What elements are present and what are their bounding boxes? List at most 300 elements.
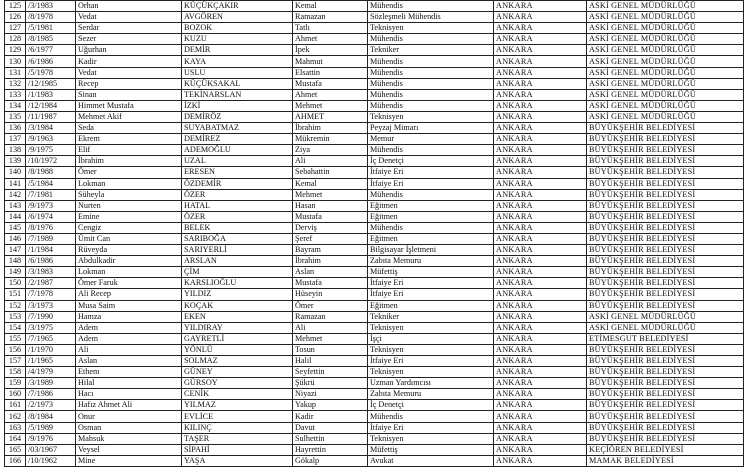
last-name-cell: ARSLAN (182, 256, 293, 267)
institution-cell: BÜYÜKŞEHİR BELEDİYESİ (587, 278, 744, 289)
table-row (5, 422, 744, 433)
last-name-cell: UZAL (182, 156, 293, 167)
table-row (5, 256, 744, 267)
job-title-cell: Teknisyen (368, 344, 494, 355)
table-row (5, 267, 744, 278)
job-title-cell: Mühendis (368, 78, 494, 89)
father-name-cell: Şükrü (293, 378, 368, 389)
city-cell: ANKARA (494, 356, 587, 367)
table-row (5, 111, 744, 122)
first-name-cell: Sinan (76, 89, 182, 100)
first-name-cell: İbrahim (76, 156, 182, 167)
job-title-cell: Mühendis (368, 189, 494, 200)
city-cell: ANKARA (494, 389, 587, 400)
institution-cell: ASKİ GENEL MÜDÜRLÜĞÜ (587, 12, 744, 23)
city-cell: ANKARA (494, 267, 587, 278)
city-cell: ANKARA (494, 400, 587, 411)
first-name-cell: Uğurhan (76, 45, 182, 56)
job-title-cell: Mühendis (368, 222, 494, 233)
institution-cell: ASKİ GENEL MÜDÜRLÜĞÜ (587, 78, 744, 89)
birth-date-cell: /10/1972 (26, 156, 76, 167)
father-name-cell: İbrahim (293, 256, 368, 267)
job-title-cell: Eğitmen (368, 233, 494, 244)
institution-cell: BÜYÜKŞEHİR BELEDİYESİ (587, 433, 744, 444)
first-name-cell: Ömer (76, 167, 182, 178)
row-number-cell: 130 (5, 56, 26, 67)
table-row (5, 433, 744, 444)
row-number-cell: 125 (5, 1, 26, 12)
table-row (5, 78, 744, 89)
birth-date-cell: /8/1985 (26, 34, 76, 45)
father-name-cell: Ahmet (293, 89, 368, 100)
row-number-cell: 127 (5, 23, 26, 34)
institution-cell: BÜYÜKŞEHİR BELEDİYESİ (587, 356, 744, 367)
job-title-cell: Memur (368, 134, 494, 145)
father-name-cell: Bayram (293, 245, 368, 256)
row-number-cell: 158 (5, 367, 26, 378)
table-row (5, 367, 744, 378)
institution-cell: BÜYÜKŞEHİR BELEDİYESİ (587, 211, 744, 222)
row-number-cell: 135 (5, 111, 26, 122)
table-row (5, 34, 744, 45)
table-row (5, 389, 744, 400)
last-name-cell: USLU (182, 67, 293, 78)
birth-date-cell: /6/1986 (26, 56, 76, 67)
job-title-cell: İtfaiye Eri (368, 178, 494, 189)
father-name-cell: Ömer (293, 300, 368, 311)
city-cell: ANKARA (494, 411, 587, 422)
institution-cell: BÜYÜKŞEHİR BELEDİYESİ (587, 189, 744, 200)
last-name-cell: SUYABATMAZ (182, 123, 293, 134)
last-name-cell: BELEK (182, 222, 293, 233)
job-title-cell: Peyzaj Mimarı (368, 123, 494, 134)
father-name-cell: Kemal (293, 1, 368, 12)
table-row (5, 311, 744, 322)
birth-date-cell: /3/1983 (26, 1, 76, 12)
city-cell: ANKARA (494, 433, 587, 444)
table-row (5, 67, 744, 78)
table-row (5, 411, 744, 422)
father-name-cell: Mehmet (293, 189, 368, 200)
father-name-cell: Gökalp (293, 455, 368, 466)
last-name-cell: YÖNLÜ (182, 344, 293, 355)
last-name-cell: İZKİ (182, 100, 293, 111)
row-number-cell: 141 (5, 178, 26, 189)
city-cell: ANKARA (494, 167, 587, 178)
city-cell: ANKARA (494, 233, 587, 244)
father-name-cell: AHMET (293, 111, 368, 122)
first-name-cell: Onur (76, 411, 182, 422)
job-title-cell: Mühendis (368, 67, 494, 78)
city-cell: ANKARA (494, 278, 587, 289)
last-name-cell: KILINÇ (182, 422, 293, 433)
row-number-cell: 162 (5, 411, 26, 422)
job-title-cell: Bilgisayar İşletmeni (368, 245, 494, 256)
birth-date-cell: /03/1967 (26, 444, 76, 455)
first-name-cell: Mine (76, 455, 182, 466)
birth-date-cell: /8/1976 (26, 222, 76, 233)
father-name-cell: Davut (293, 422, 368, 433)
row-number-cell: 134 (5, 100, 26, 111)
row-number-cell: 146 (5, 233, 26, 244)
row-number-cell: 159 (5, 378, 26, 389)
job-title-cell: Teknisyen (368, 367, 494, 378)
table-row (5, 378, 744, 389)
row-number-cell: 138 (5, 145, 26, 156)
birth-date-cell: /1/1970 (26, 344, 76, 355)
job-title-cell: İtfaiye Eri (368, 278, 494, 289)
first-name-cell: Nurten (76, 200, 182, 211)
birth-date-cell: /1/1984 (26, 245, 76, 256)
row-number-cell: 161 (5, 400, 26, 411)
job-title-cell: İtfaiye Eri (368, 289, 494, 300)
last-name-cell: ÖZER (182, 211, 293, 222)
last-name-cell: ERESEN (182, 167, 293, 178)
last-name-cell: EKEN (182, 311, 293, 322)
father-name-cell: Sebahattin (293, 167, 368, 178)
father-name-cell: Mustafa (293, 78, 368, 89)
institution-cell: BÜYÜKŞEHİR BELEDİYESİ (587, 178, 744, 189)
row-number-cell: 152 (5, 300, 26, 311)
table-body (5, 1, 744, 467)
first-name-cell: Hamza (76, 311, 182, 322)
birth-date-cell: /6/1977 (26, 45, 76, 56)
father-name-cell: Şeref (293, 233, 368, 244)
city-cell: ANKARA (494, 12, 587, 23)
table-row (5, 156, 744, 167)
row-number-cell: 163 (5, 422, 26, 433)
institution-cell: ASKİ GENEL MÜDÜRLÜĞÜ (587, 100, 744, 111)
table-row (5, 300, 744, 311)
row-number-cell: 151 (5, 289, 26, 300)
institution-cell: BÜYÜKŞEHİR BELEDİYESİ (587, 422, 744, 433)
institution-cell: BÜYÜKŞEHİR BELEDİYESİ (587, 289, 744, 300)
birth-date-cell: /1/1983 (26, 89, 76, 100)
institution-cell: BÜYÜKŞEHİR BELEDİYESİ (587, 245, 744, 256)
father-name-cell: İbrahim (293, 123, 368, 134)
first-name-cell: Lokman (76, 267, 182, 278)
row-number-cell: 145 (5, 222, 26, 233)
first-name-cell: Kadir (76, 56, 182, 67)
row-number-cell: 148 (5, 256, 26, 267)
city-cell: ANKARA (494, 100, 587, 111)
city-cell: ANKARA (494, 111, 587, 122)
city-cell: ANKARA (494, 222, 587, 233)
row-number-cell: 132 (5, 78, 26, 89)
institution-cell: ASKİ GENEL MÜDÜRLÜĞÜ (587, 45, 744, 56)
job-title-cell: Mühendis (368, 34, 494, 45)
city-cell: ANKARA (494, 89, 587, 100)
birth-date-cell: /7/1981 (26, 189, 76, 200)
table-row (5, 100, 744, 111)
city-cell: ANKARA (494, 256, 587, 267)
birth-date-cell: /1/1965 (26, 356, 76, 367)
row-number-cell: 154 (5, 322, 26, 333)
institution-cell: ASKİ GENEL MÜDÜRLÜĞÜ (587, 67, 744, 78)
job-title-cell: İtfaiye Eri (368, 422, 494, 433)
institution-cell: BÜYÜKŞEHİR BELEDİYESİ (587, 367, 744, 378)
job-title-cell: Mühendis (368, 100, 494, 111)
last-name-cell: EVLİCE (182, 411, 293, 422)
first-name-cell: Cengiz (76, 222, 182, 233)
father-name-cell: Yakup (293, 400, 368, 411)
table-row (5, 211, 744, 222)
father-name-cell: Hasan (293, 200, 368, 211)
father-name-cell: Mehmet (293, 333, 368, 344)
job-title-cell: Teknisyen (368, 433, 494, 444)
last-name-cell: TEKİNARSLAN (182, 89, 293, 100)
last-name-cell: DEMİREZ (182, 134, 293, 145)
institution-cell: BÜYÜKŞEHİR BELEDİYESİ (587, 222, 744, 233)
job-title-cell: İç Denetçi (368, 400, 494, 411)
row-number-cell: 166 (5, 455, 26, 466)
row-number-cell: 137 (5, 134, 26, 145)
father-name-cell: Kemal (293, 178, 368, 189)
table-row (5, 1, 744, 12)
job-title-cell: İç Denetçi (368, 156, 494, 167)
city-cell: ANKARA (494, 367, 587, 378)
table-row (5, 134, 744, 145)
institution-cell: BÜYÜKŞEHİR BELEDİYESİ (587, 300, 744, 311)
first-name-cell: Sezer (76, 34, 182, 45)
city-cell: ANKARA (494, 145, 587, 156)
institution-cell: ASKİ GENEL MÜDÜRLÜĞÜ (587, 311, 744, 322)
birth-date-cell: /3/1975 (26, 322, 76, 333)
last-name-cell: ÇİM (182, 267, 293, 278)
birth-date-cell: /12/1984 (26, 100, 76, 111)
father-name-cell: Mustafa (293, 278, 368, 289)
city-cell: ANKARA (494, 67, 587, 78)
row-number-cell: 128 (5, 34, 26, 45)
birth-date-cell: /2/1987 (26, 278, 76, 289)
last-name-cell: ÖZER (182, 189, 293, 200)
father-name-cell: Kadir (293, 411, 368, 422)
city-cell: ANKARA (494, 56, 587, 67)
last-name-cell: KAYA (182, 56, 293, 67)
last-name-cell: GÜRSOY (182, 378, 293, 389)
father-name-cell: Elsattin (293, 67, 368, 78)
birth-date-cell: /7/1989 (26, 233, 76, 244)
birth-date-cell: /7/1978 (26, 289, 76, 300)
job-title-cell: Müfettiş (368, 267, 494, 278)
father-name-cell: Ali (293, 322, 368, 333)
birth-date-cell: /3/1984 (26, 123, 76, 134)
job-title-cell: Mühendis (368, 89, 494, 100)
birth-date-cell: /8/1984 (26, 411, 76, 422)
city-cell: ANKARA (494, 78, 587, 89)
first-name-cell: Hilal (76, 378, 182, 389)
institution-cell: BÜYÜKŞEHİR BELEDİYESİ (587, 200, 744, 211)
first-name-cell: Recep (76, 78, 182, 89)
father-name-cell: Halil (293, 356, 368, 367)
table-row (5, 333, 744, 344)
first-name-cell: Musa Saim (76, 300, 182, 311)
job-title-cell: Eğitmen (368, 300, 494, 311)
job-title-cell: Teknisyen (368, 322, 494, 333)
table-row (5, 178, 744, 189)
table-row (5, 444, 744, 455)
table-row (5, 89, 744, 100)
city-cell: ANKARA (494, 300, 587, 311)
last-name-cell: ADEMOĞLU (182, 145, 293, 156)
last-name-cell: GÜNEY (182, 367, 293, 378)
birth-date-cell: /3/1983 (26, 267, 76, 278)
row-number-cell: 156 (5, 344, 26, 355)
table-row (5, 12, 744, 23)
first-name-cell: Emine (76, 211, 182, 222)
row-number-cell: 139 (5, 156, 26, 167)
first-name-cell: Lokman (76, 178, 182, 189)
birth-date-cell: /8/1988 (26, 167, 76, 178)
last-name-cell: KOÇAK (182, 300, 293, 311)
last-name-cell: SARIYERLİ (182, 245, 293, 256)
job-title-cell: İtfaiye Eri (368, 167, 494, 178)
father-name-cell: Ali (293, 156, 368, 167)
last-name-cell: GAYRETLİ (182, 333, 293, 344)
last-name-cell: DEMİR (182, 45, 293, 56)
city-cell: ANKARA (494, 333, 587, 344)
row-number-cell: 160 (5, 389, 26, 400)
last-name-cell: DEMİRÖZ (182, 111, 293, 122)
table-row (5, 400, 744, 411)
last-name-cell: KÜÇÜKSAKAL (182, 78, 293, 89)
father-name-cell: Mükremin (293, 134, 368, 145)
job-title-cell: Tekniker (368, 311, 494, 322)
table-row (5, 278, 744, 289)
first-name-cell: Abdulkadir (76, 256, 182, 267)
first-name-cell: Ümit Can (76, 233, 182, 244)
father-name-cell: Tatlı (293, 23, 368, 34)
birth-date-cell: /5/1981 (26, 23, 76, 34)
job-title-cell: Mühendis (368, 56, 494, 67)
row-number-cell: 164 (5, 433, 26, 444)
institution-cell: BÜYÜKŞEHİR BELEDİYESİ (587, 256, 744, 267)
table-row (5, 45, 744, 56)
institution-cell: ASKİ GENEL MÜDÜRLÜĞÜ (587, 89, 744, 100)
first-name-cell: Ali Recep (76, 289, 182, 300)
institution-cell: BÜYÜKŞEHİR BELEDİYESİ (587, 233, 744, 244)
institution-cell: ASKİ GENEL MÜDÜRLÜĞÜ (587, 23, 744, 34)
first-name-cell: Rüveyda (76, 245, 182, 256)
last-name-cell: CENİK (182, 389, 293, 400)
first-name-cell: Ali (76, 344, 182, 355)
job-title-cell: İşçi (368, 333, 494, 344)
city-cell: ANKARA (494, 455, 587, 466)
father-name-cell: Mehmet (293, 100, 368, 111)
last-name-cell: KÜÇÜKÇAKIR (182, 1, 293, 12)
first-name-cell: Adem (76, 322, 182, 333)
city-cell: ANKARA (494, 200, 587, 211)
last-name-cell: YILDIZ (182, 289, 293, 300)
row-number-cell: 147 (5, 245, 26, 256)
birth-date-cell: /9/1963 (26, 134, 76, 145)
institution-cell: ETİMESGUT BELEDİYESİ (587, 333, 744, 344)
birth-date-cell: /5/1978 (26, 67, 76, 78)
city-cell: ANKARA (494, 34, 587, 45)
institution-cell: ASKİ GENEL MÜDÜRLÜĞÜ (587, 34, 744, 45)
father-name-cell: Ziya (293, 145, 368, 156)
last-name-cell: TAŞER (182, 433, 293, 444)
birth-date-cell: /3/1973 (26, 300, 76, 311)
city-cell: ANKARA (494, 444, 587, 455)
first-name-cell: Adem (76, 333, 182, 344)
birth-date-cell: /9/1975 (26, 145, 76, 156)
job-title-cell: Teknisyen (368, 111, 494, 122)
city-cell: ANKARA (494, 322, 587, 333)
table-row (5, 344, 744, 355)
first-name-cell: Vedat (76, 67, 182, 78)
birth-date-cell: /4/1979 (26, 367, 76, 378)
first-name-cell: Ekrem (76, 134, 182, 145)
last-name-cell: KARSLIOĞLU (182, 278, 293, 289)
row-number-cell: 143 (5, 200, 26, 211)
birth-date-cell: /6/1974 (26, 211, 76, 222)
city-cell: ANKARA (494, 344, 587, 355)
institution-cell: BÜYÜKŞEHİR BELEDİYESİ (587, 344, 744, 355)
row-number-cell: 165 (5, 444, 26, 455)
father-name-cell: Mustafa (293, 211, 368, 222)
row-number-cell: 157 (5, 356, 26, 367)
city-cell: ANKARA (494, 311, 587, 322)
birth-date-cell: /5/1989 (26, 422, 76, 433)
job-title-cell: Mühendis (368, 1, 494, 12)
job-title-cell: Sözleşmeli Mühendis (368, 12, 494, 23)
last-name-cell: HATAL (182, 200, 293, 211)
row-number-cell: 129 (5, 45, 26, 56)
table-row (5, 145, 744, 156)
city-cell: ANKARA (494, 134, 587, 145)
table-row (5, 222, 744, 233)
first-name-cell: Hacı (76, 389, 182, 400)
table-row (5, 189, 744, 200)
last-name-cell: BOZOK (182, 23, 293, 34)
table-row (5, 200, 744, 211)
father-name-cell: Sulhettin (293, 433, 368, 444)
first-name-cell: Aslan (76, 356, 182, 367)
table-row (5, 322, 744, 333)
institution-cell: KEÇİÖREN BELEDİYESİ (587, 444, 744, 455)
last-name-cell: SOLMAZ (182, 356, 293, 367)
table-row (5, 289, 744, 300)
row-number-cell: 150 (5, 278, 26, 289)
row-number-cell: 126 (5, 12, 26, 23)
table-row (5, 56, 744, 67)
job-title-cell: Müfettiş (368, 444, 494, 455)
last-name-cell: AVGÖREN (182, 12, 293, 23)
job-title-cell: Mühendis (368, 145, 494, 156)
first-name-cell: Himmet Mustafa (76, 100, 182, 111)
birth-date-cell: /10/1962 (26, 455, 76, 466)
father-name-cell: Ramazan (293, 311, 368, 322)
father-name-cell: Ahmet (293, 34, 368, 45)
city-cell: ANKARA (494, 1, 587, 12)
institution-cell: ASKİ GENEL MÜDÜRLÜĞÜ (587, 56, 744, 67)
city-cell: ANKARA (494, 123, 587, 134)
birth-date-cell: /9/1973 (26, 200, 76, 211)
father-name-cell: Hüseyin (293, 289, 368, 300)
institution-cell: BÜYÜKŞEHİR BELEDİYESİ (587, 167, 744, 178)
institution-cell: BÜYÜKŞEHİR BELEDİYESİ (587, 389, 744, 400)
first-name-cell: Vedat (76, 12, 182, 23)
last-name-cell: KUZU (182, 34, 293, 45)
birth-date-cell: /12/1985 (26, 78, 76, 89)
table-row (5, 356, 744, 367)
first-name-cell: Süheyla (76, 189, 182, 200)
first-name-cell: Veysel (76, 444, 182, 455)
father-name-cell: Ramazan (293, 12, 368, 23)
father-name-cell: Hayrettin (293, 444, 368, 455)
last-name-cell: ÖZDEMİR (182, 178, 293, 189)
